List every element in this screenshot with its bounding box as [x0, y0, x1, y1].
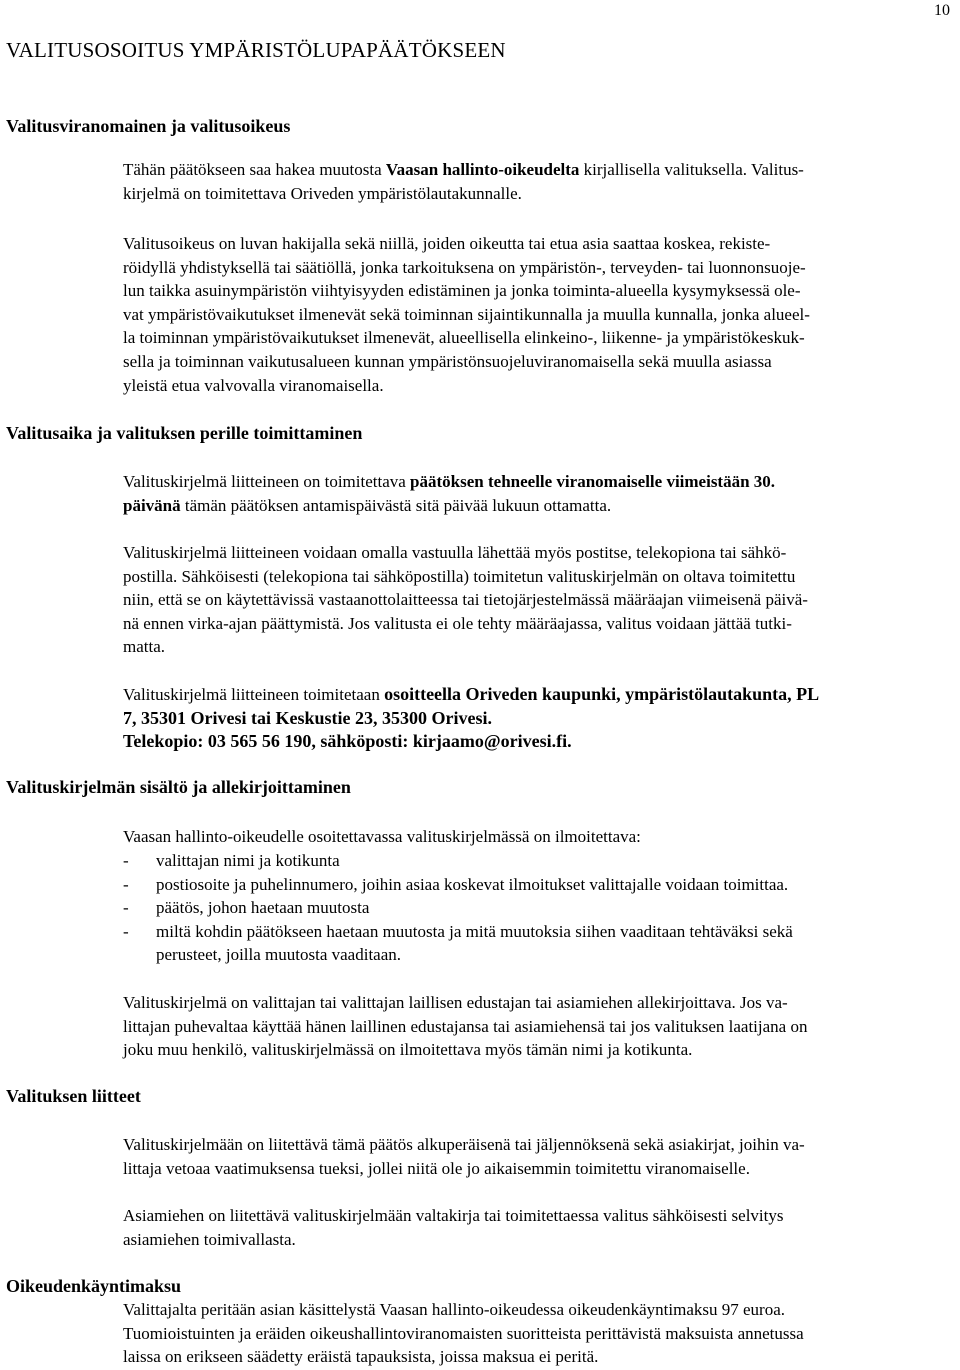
paragraph-right-to-appeal	[123, 232, 953, 397]
paragraph-power-of-attorney	[123, 1204, 953, 1251]
heading-court-fee: Oikeudenkäyntimaksu	[6, 1276, 182, 1296]
paragraph-appeal-court	[123, 158, 953, 205]
list-item: - postiosoite ja puhelinnumero, joihin asiaa koskevat ilmoitukset valittajalle voidaan toimittaa.	[123, 874, 789, 894]
page-number: 10	[934, 2, 950, 19]
paragraph-attachments	[123, 1133, 953, 1180]
text-line: Tähän päätökseen saa hakea muutosta Vaasan hallinto-oikeudelta kirjallisella valituksella. Valitus-	[123, 160, 804, 179]
text-line: röidyllä yhdistyksellä tai säätiöllä, jonka tarkoituksena on ympäristön-, terveyden- tai luonnonsuoje-	[123, 257, 806, 277]
text-line: Valituskirjelmä on valittajan tai valittajan laillisen edustajan tai asiamiehen allekirjoittava. Jos va-	[123, 993, 788, 1012]
text-line: päivänä tämän päätöksen antamispäivästä sitä päivää lukuun ottamatta.	[123, 495, 612, 515]
text-line: Valituskirjelmä liitteineen on toimitettava päätöksen tehneelle viranomaiselle viimeistään 30.	[123, 472, 776, 491]
text-line: lun taikka asuinympäristön viihtyisyyden edistäminen ja jonka toiminta-alueella kysymyksessä ole-	[123, 281, 801, 301]
text-line: postilla. Sähköisesti (telekopiona tai sähköpostilla) toimitetun valituskirjelmän on oltava toimitettu	[123, 566, 796, 586]
text-line: niin, että se on käytettävissä vastaanottolaitteessa tai tietojärjestelmässä määräajan viimeisenä päivä-	[123, 590, 808, 610]
text-line: Valitusoikeus on luvan hakijalla sekä niillä, joiden oikeutta tai etua asia saattaa koskea, rekiste-	[123, 234, 771, 253]
text-line: littaja vetoaa vaatimuksensa tueksi, jollei niitä ole jo aikaisemmin toimitettu viranomaiselle.	[123, 1158, 750, 1178]
text-line: Valituskirjelmä liitteineen voidaan omalla vastuulla lähettää myös postitse, telekopiona tai sähkö-	[123, 543, 787, 562]
document-title: VALITUSOSOITUS YMPÄRISTÖLUPAPÄÄTÖKSEEN	[6, 38, 506, 62]
text-line: vat ympäristövaikutukset ilmenevät sekä toiminnan sijaintikunnalla ja muulla kunnalla, jonka alueel-	[123, 304, 810, 324]
text-line: littajan puhevaltaa käyttää hänen laillinen edustajansa tai asiamiehensä tai jos valituksen laatijana on	[123, 1016, 808, 1036]
text-line: matta.	[123, 637, 166, 657]
text-line: la toiminnan ympäristövaikutukset ilmenevät, alueellisella elinkeino-, liikenne- ja ympäristökeskuk-	[123, 328, 805, 348]
contact-line: Telekopio: 03 565 56 190, sähköposti: kirjaamo@orivesi.fi.	[123, 731, 572, 752]
list-item: - valittajan nimi ja kotikunta	[123, 851, 340, 870]
text-line: Valituskirjelmään on liitettävä tämä päätös alkuperäisenä tai jäljennöksenä sekä asiakirjat, joihin va-	[123, 1135, 805, 1154]
list-item: - päätös, johon haetaan muutosta	[123, 898, 370, 918]
heading-appeal-authority: Valitusviranomainen ja valitusoikeus	[6, 116, 291, 136]
paragraph-delivery-address	[123, 683, 953, 754]
text-line: laissa on erikseen säädetty eräistä tapauksista, joissa maksua ei peritä.	[123, 1347, 599, 1367]
paragraph-court-fee	[123, 1298, 804, 1369]
paragraph-signature	[123, 991, 953, 1062]
paragraph-content-intro: Vaasan hallinto-oikeudelle osoitettavassa valituskirjelmässä on ilmoitettava:	[123, 827, 641, 846]
text-line: Asiamiehen on liitettävä valituskirjelmään valtakirja tai toimitettaessa valitus sähköisesti selvitys	[123, 1206, 784, 1225]
heading-appeal-content: Valituskirjelmän sisältö ja allekirjoittaminen	[6, 777, 351, 797]
text-line: yleistä etua valvovalla viranomaisella.	[123, 375, 384, 395]
text-line: Tuomioistuinten ja eräiden oikeushallintoviranomaisten suoritteista perittävistä maksuista annetussa	[123, 1323, 804, 1343]
text-line: sella ja toiminnan vaikutusalueen kunnan ympäristönsuojeluviranomaisella sekä muulla asiassa	[123, 351, 772, 371]
paragraph-electronic-delivery	[123, 541, 953, 659]
text-line: Valittajalta peritään asian käsittelystä Vaasan hallinto-oikeudessa oikeudenkäyntimaksu 97 euroa.	[123, 1300, 786, 1319]
text-line: kirjelmä on toimitettava Oriveden ympäristölautakunnalle.	[123, 183, 522, 203]
heading-appeal-period: Valitusaika ja valituksen perille toimittaminen	[6, 423, 363, 443]
address-line: 7, 35301 Orivesi tai Keskustie 23, 35300 Orivesi.	[123, 707, 492, 728]
text-line: asiamiehen toimivallasta.	[123, 1229, 296, 1249]
paragraph-deadline	[123, 470, 953, 517]
text-line: nä ennen virka-ajan päättymistä. Jos valitusta ei ole tehty määräajassa, valitus voidaan jättää tutki-	[123, 613, 792, 633]
list-item: - miltä kohdin päätökseen haetaan muutosta ja mitä muutoksia siihen vaaditaan tehtäväksi sekä	[123, 921, 793, 941]
text-line: joku muu henkilö, valituskirjelmässä on ilmoitettava myös tämän nimi ja kotikunta.	[123, 1040, 693, 1060]
text-line: Valituskirjelmä liitteineen toimitetaan osoitteella Oriveden kaupunki, ympäristölautakunta, PL	[123, 684, 820, 704]
list-item-continuation: perusteet, joilla muutosta vaaditaan.	[156, 945, 402, 965]
required-items-list	[123, 849, 793, 967]
heading-attachments: Valituksen liitteet	[6, 1086, 141, 1106]
